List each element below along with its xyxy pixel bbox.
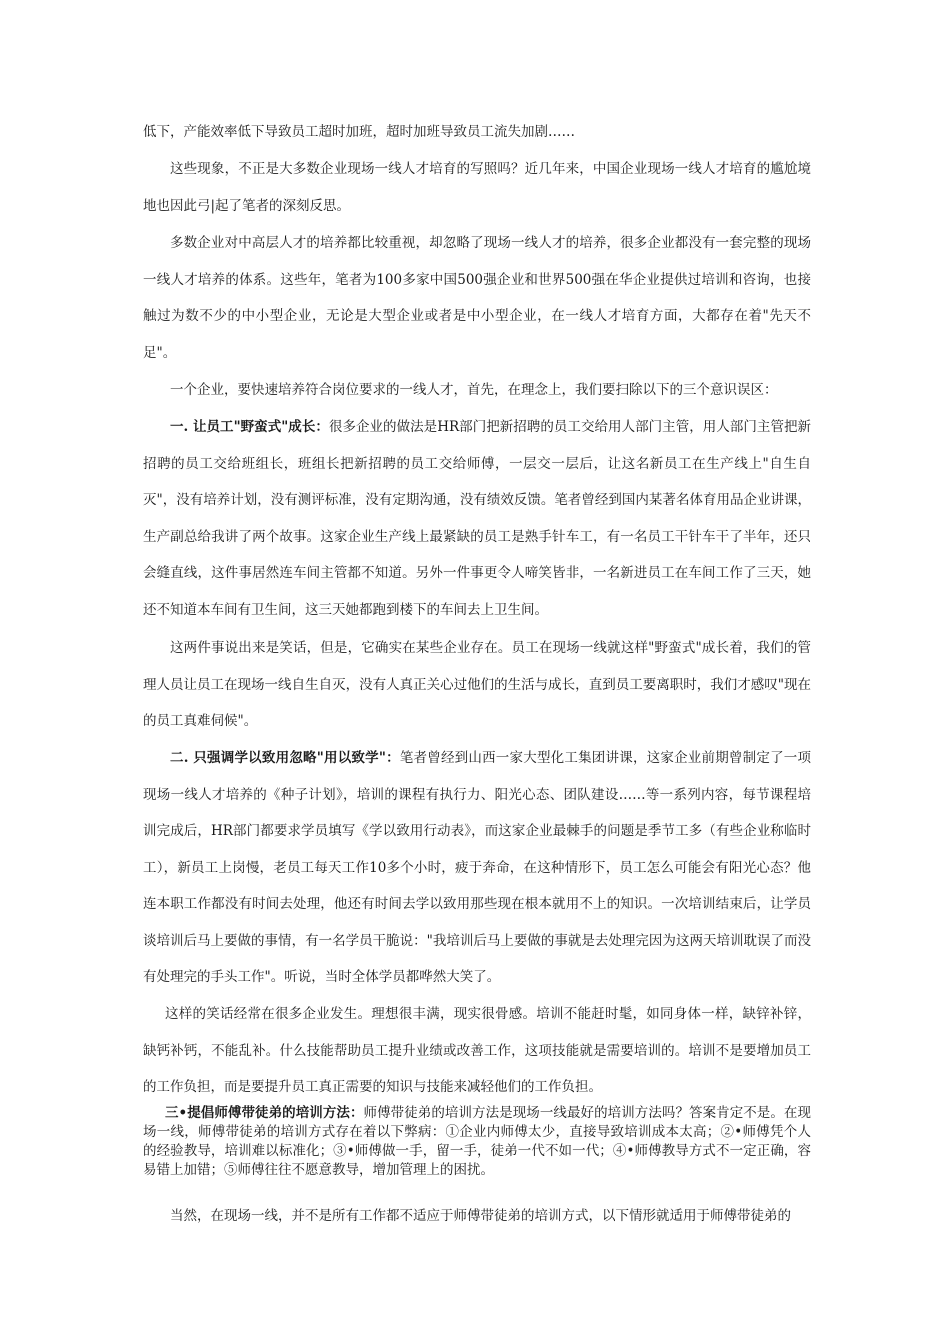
- section-heading: 三•提倡师傅带徒弟的培训方法：: [165, 1105, 364, 1121]
- paragraph-text: 多数企业对中高层人才的培养都比较重视，却忽略了现场一线人才的培养，很多企业都没有一套完整的现场一线人才培养的体系。这些年，笔者为100多家中国500强企业和世界500强在华企业提供过培训和咨询，也接触过为数不少的中小型企业，无论是大型企业或者是中小型企业，在一线人才培育方面，大都存在着"先天不足"。: [143, 235, 811, 361]
- paragraph: [143, 372, 811, 409]
- paragraph-text: 一个企业，要快速培养符合岗位要求的一线人才，首先，在理念上，我们要扫除以下的三个意识误区：: [170, 382, 778, 398]
- paragraph-text: 这两件事说出来是笑话，但是，它确实在某些企业存在。员工在现场一线就这样"野蛮式"成长着，我们的管理人员让员工在现场一线自生自灭，没有人真正关心过他们的生活与成长，直到员工要离职时，我们才感叹"现在的员工真难伺候"。: [143, 640, 811, 729]
- paragraph: [143, 114, 811, 151]
- paragraph-text: 很多企业的做法是HR部门把新招聘的员工交给用人部门主管，用人部门主管把新招聘的员工交给班组长，班组长把新招聘的员工交给师傅，一层交一层后，让这名新员工在生产线上"自生自灭"，没有培养计划，没有测评标准，没有定期沟通，没有绩效反馈。笔者曾经到国内某著名体育用品企业讲课，生产副总给我讲了两个故事。这家企业生产线上最紧缺的员工是熟手针车工，有一名员工干针车干了半年，还只会缝直线，这件事居然连车间主管都不知道。另外一件事更令人啼笑皆非，一名新进员工在车间工作了三天，她还不知道本车间有卫生间，这三天她都跑到楼下的车间去上卫生间。: [143, 419, 812, 618]
- paragraph-text: 低下，产能效率低下导致员工超时加班，超时加班导致员工流失加剧……: [143, 124, 575, 140]
- paragraph-text: 这样的笑话经常在很多企业发生。理想很丰满，现实很骨感。培训不能赶时髦，如同身体一样，缺锌补锌，缺钙补钙，不能乱补。什么技能帮助员工提升业绩或改善工作，这项技能就是需要培训的。培训不是要增加员工的工作负担，而是要提升员工真正需要的知识与技能来减轻他们的工作负担。: [143, 1006, 811, 1095]
- section-heading: 二. 只强调学以致用忽略"用以致学"：: [170, 750, 400, 766]
- section-heading: 一. 让员工"野蛮式"成长：: [170, 419, 329, 435]
- paragraph: [143, 1198, 811, 1235]
- paragraph: [143, 225, 811, 371]
- paragraph: [143, 409, 811, 628]
- paragraph: [143, 151, 811, 224]
- paragraph: [143, 740, 811, 996]
- paragraph-text: 笔者曾经到山西一家大型化工集团讲课，这家企业前期曾制定了一项现场一线人才培养的《种子计划》，培训的课程有执行力、阳光心态、团队建设……等一系列内容，每节课程培训完成后，HR部门都要求学员填写《学以致用行动表》，而这家企业最棘手的问题是季节工多（有些企业称临时工），新员工上岗慢，老员工每天工作10多个小时，疲于奔命，在这种情形下，员工怎么可能会有阳光心态？他连本职工作都没有时间去处理，他还有时间去学以致用那些现在根本就用不上的知识。一次培训结束后，让学员谈培训后马上要做的事情，有一名学员干脆说："我培训后马上要做的事就是去处理完因为这两天培训耽误了而没有处理完的手头工作"。听说，当时全体学员都哗然大笑了。: [143, 750, 812, 985]
- paragraph: [143, 630, 811, 740]
- paragraph-text: 师傅带徒弟的培训方法是现场一线最好的培训方法吗？答案肯定不是。在现场一线，师傅带徒弟的培训方式存在着以下弊病：①企业内师傅太少，直接导致培训成本太高；②•师傅凭个人的经验教导，培训难以标准化；③•师傅做一手，留一手，徒弟一代不如一代；④•师傅教导方式不一定正确，容易错上加错；⑤师傅往往不愿意教导，增加管理上的困扰。: [143, 1105, 811, 1178]
- paragraph-text: 当然，在现场一线，并不是所有工作都不适应于师傅带徒弟的培训方式，以下情形就适用于师傅带徒弟的: [170, 1208, 791, 1224]
- paragraph-text: 这些现象，不正是大多数企业现场一线人才培育的写照吗？近几年来，中国企业现场一线人才培育的尴尬境地也因此弓|起了笔者的深刻反思。: [143, 161, 811, 214]
- paragraph: [143, 996, 811, 1106]
- paragraph: [143, 1104, 811, 1180]
